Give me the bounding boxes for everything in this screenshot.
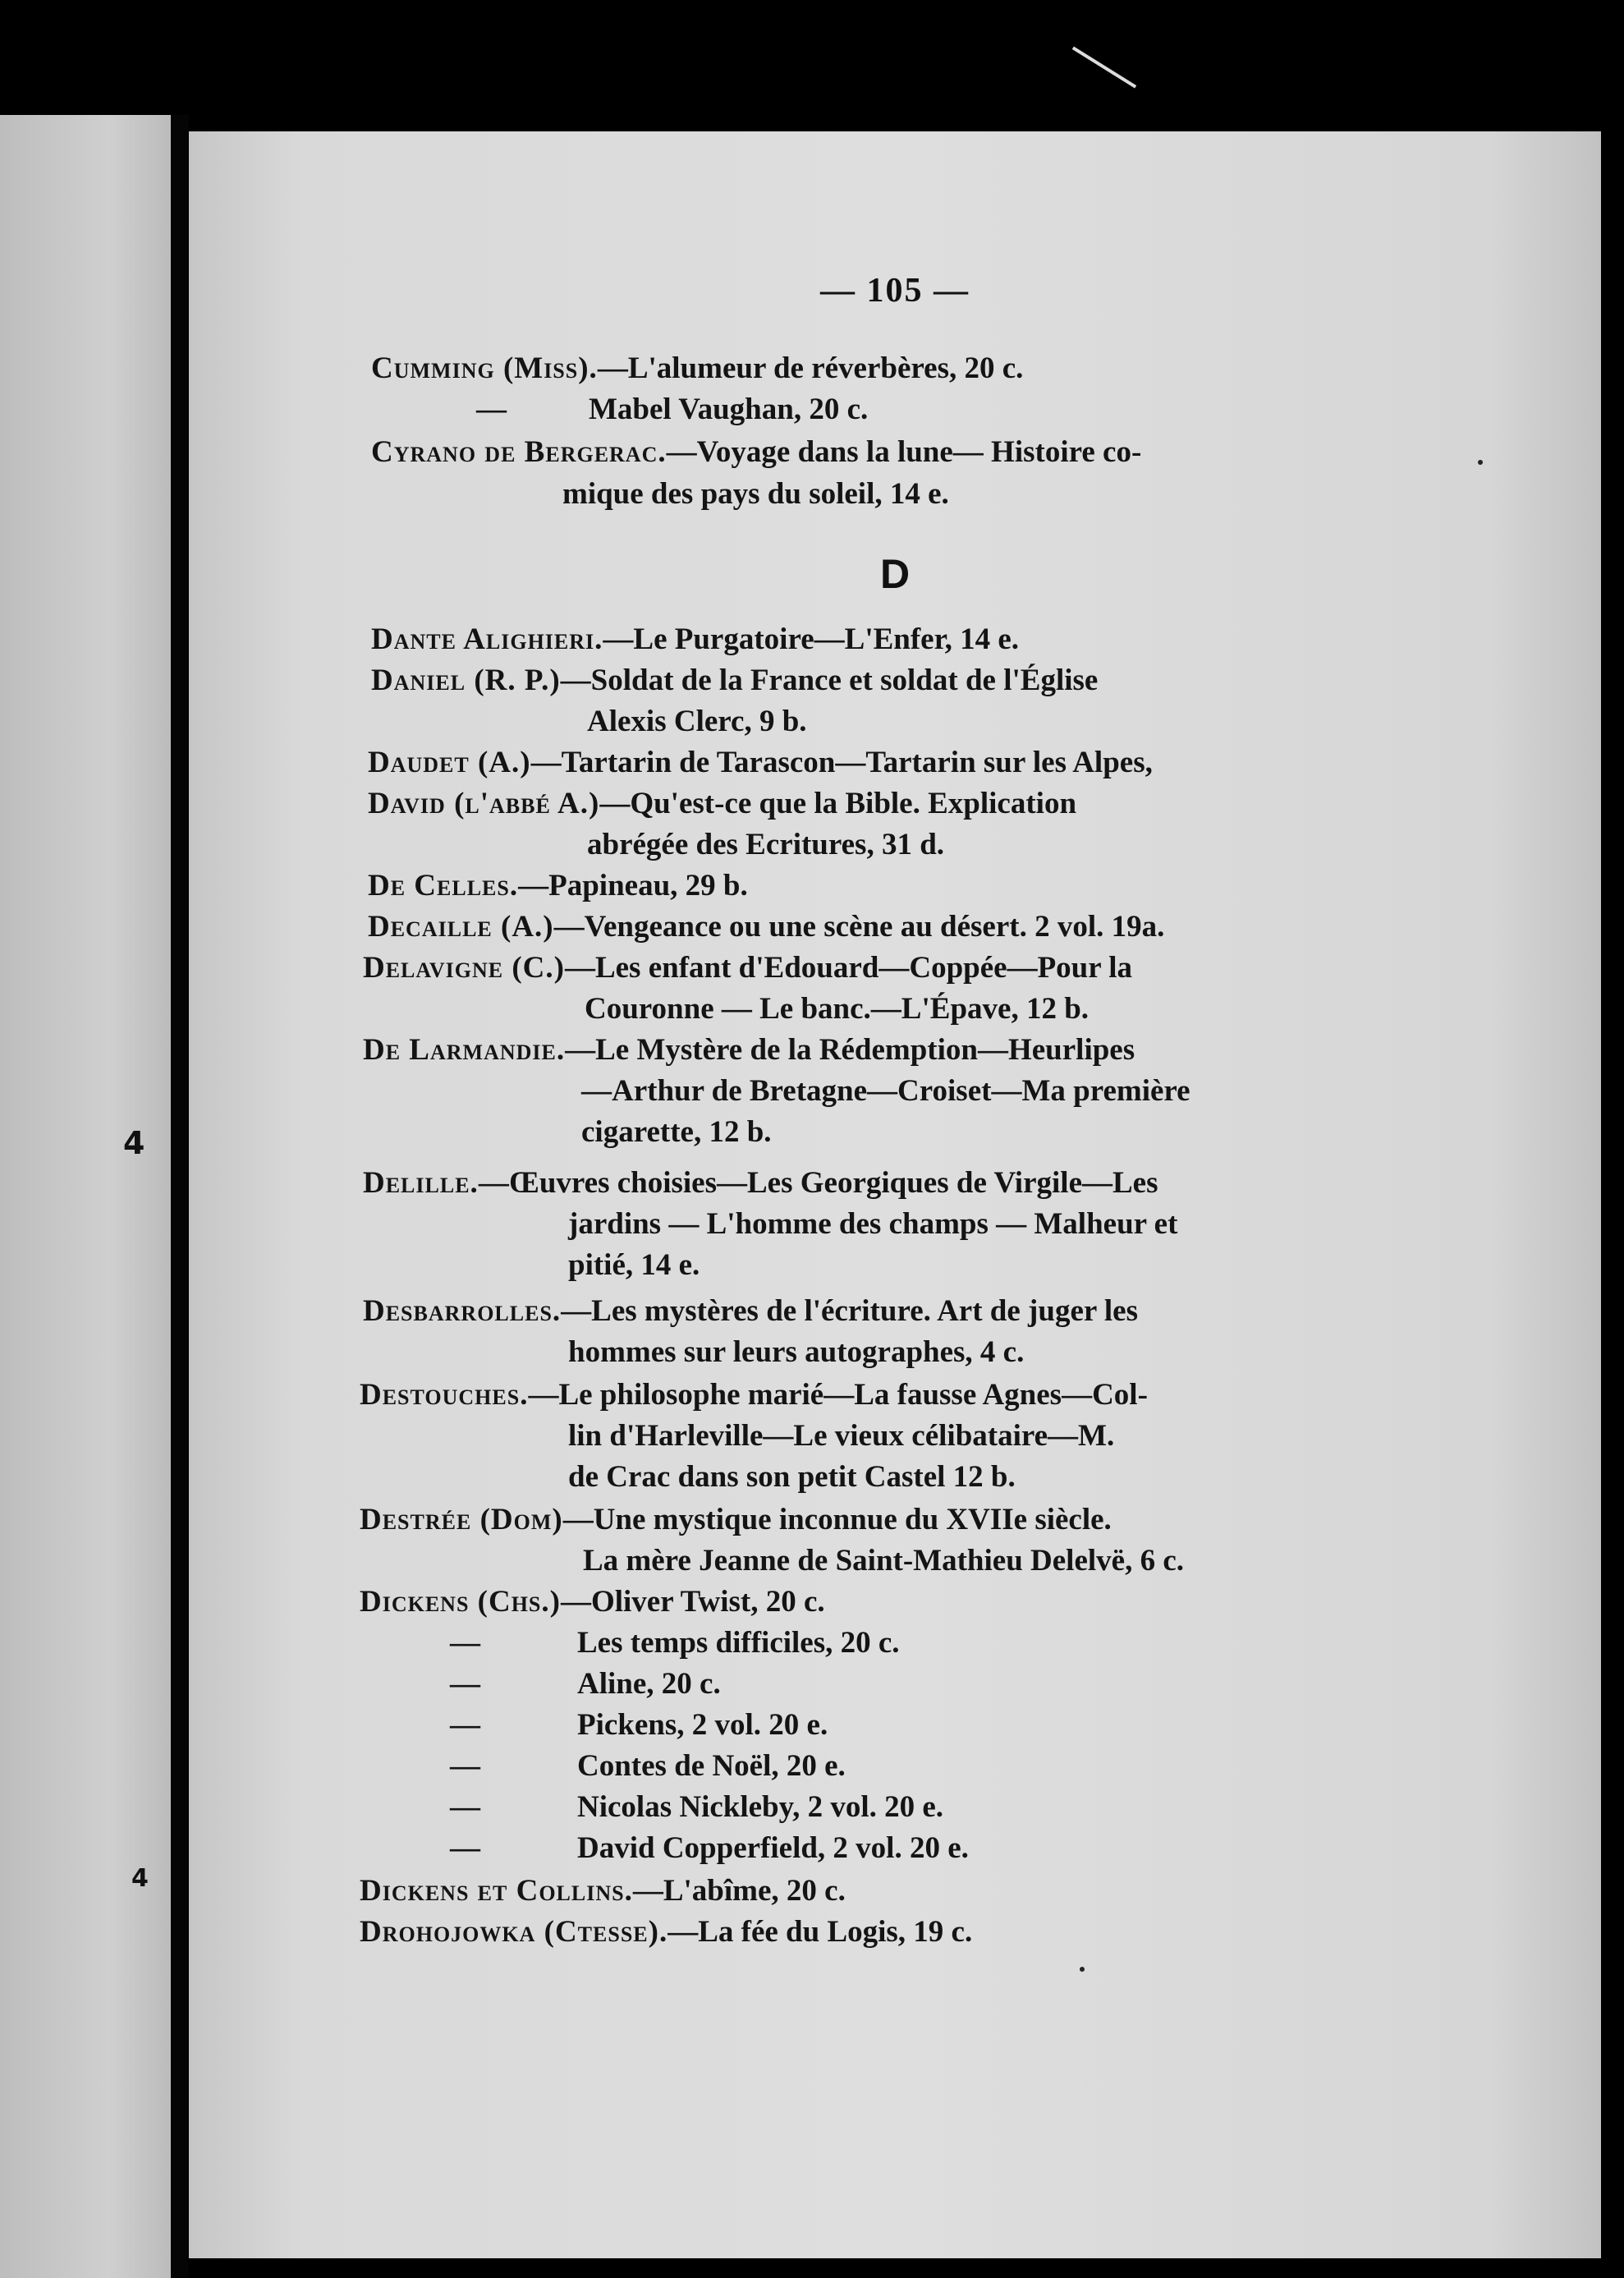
entry-text: —L'alumeur de réverbères, 20 c.: [597, 351, 1024, 385]
entry-line: [476, 394, 868, 425]
entry-text: —L'abîme, 20 c.: [632, 1874, 846, 1908]
ditto-dash: —: [450, 1831, 480, 1865]
document-page: [189, 131, 1601, 2258]
entry-author: Drohojowka (Ctesse).: [360, 1915, 668, 1949]
entry-line: [368, 788, 1076, 819]
entry-text: Alexis Clerc, 9 b.: [587, 705, 807, 738]
entry-text: cigarette, 12 b.: [581, 1115, 772, 1149]
entry-line: [363, 1035, 1135, 1065]
entry-line: [581, 1076, 1190, 1106]
entry-line: [360, 1876, 846, 1906]
entry-line: [568, 1337, 1024, 1367]
entry-text: —Voyage dans la lune— Histoire co-: [666, 435, 1142, 469]
entry-text: —Tartarin de Tarascon—Tartarin sur les Alpes,: [530, 746, 1153, 779]
ditto-dash: —: [450, 1667, 480, 1701]
ditto-dash: —: [450, 1626, 480, 1660]
entry-line: [587, 706, 807, 737]
entry-text: —Oliver Twist, 20 c.: [560, 1585, 825, 1619]
entry-line: [360, 1587, 825, 1617]
entry-author: Delille.: [363, 1166, 479, 1200]
entry-author: Cyrano de Bergerac.: [371, 435, 667, 469]
entry-text: —Une mystique inconnue du XVIIe siècle.: [562, 1503, 1112, 1536]
entry-line: [371, 665, 1098, 696]
entry-text: de Crac dans son petit Castel 12 b.: [568, 1460, 1016, 1494]
entry-author: Daniel (R. P.): [371, 664, 561, 697]
entry-author: Decaille (A.): [368, 910, 554, 944]
entry-text: Les temps difficiles, 20 c.: [577, 1626, 900, 1660]
entry-text: —La fée du Logis, 19 c.: [667, 1915, 973, 1949]
entry-text: —Œuvres choisies—Les Georgiques de Virgile—Les: [478, 1166, 1158, 1200]
entry-line: [450, 1751, 846, 1781]
entry-text: La mère Jeanne de Saint-Mathieu Delelvë, 6 c.: [583, 1544, 1184, 1578]
entry-author: Delavigne (C.): [363, 951, 565, 985]
ditto-dash: —: [450, 1749, 480, 1783]
entry-line: [568, 1462, 1016, 1492]
scan-scratch: [1072, 46, 1136, 88]
entry-text: —Le philosophe marié—La fausse Agnes—Col-: [528, 1378, 1148, 1412]
entry-line: [360, 1917, 972, 1947]
entry-line: [583, 1545, 1184, 1576]
entry-author: Desbarrolles.: [363, 1294, 562, 1328]
page-number: — 105 —: [820, 272, 970, 310]
entry-line: [371, 624, 1019, 654]
entry-text: Couronne — Le banc.—L'Épave, 12 b.: [585, 992, 1090, 1026]
entry-text: —Qu'est-ce que la Bible. Explication: [599, 787, 1077, 820]
ditto-dash: —: [450, 1708, 480, 1742]
entry-text: Aline, 20 c.: [577, 1667, 721, 1701]
ink-speck: [1080, 1967, 1085, 1972]
entry-line: [585, 994, 1089, 1024]
entry-line: [450, 1833, 969, 1863]
entry-text: —Vengeance ou une scène au désert. 2 vol. 19a.: [553, 910, 1165, 944]
facing-page-edge: [0, 115, 182, 2278]
entry-line: [450, 1628, 900, 1658]
entry-author: De Larmandie.: [363, 1033, 566, 1067]
entry-text: Contes de Noël, 20 e.: [577, 1749, 846, 1783]
entry-author: Dickens (Chs.): [360, 1585, 561, 1619]
entry-text: hommes sur leurs autographes, 4 c.: [568, 1335, 1025, 1369]
entry-line: [450, 1669, 721, 1699]
entry-author: Destouches.: [360, 1378, 529, 1412]
entry-author: Destrée (Dom): [360, 1503, 563, 1536]
entry-text: Nicolas Nickleby, 2 vol. 20 e.: [577, 1790, 944, 1824]
entry-text: jardins — L'homme des champs — Malheur et: [568, 1207, 1178, 1241]
entry-line: [568, 1250, 700, 1280]
entry-line: [371, 437, 1141, 467]
margin-annotation: 4: [131, 1864, 149, 1893]
entry-line: [568, 1209, 1177, 1239]
entry-line: [587, 829, 944, 860]
entry-text: —Soldat de la France et soldat de l'Église: [560, 664, 1099, 697]
entry-text: lin d'Harleville—Le vieux célibataire—M.: [568, 1419, 1115, 1453]
entry-line: [368, 747, 1153, 778]
entry-text: David Copperfield, 2 vol. 20 e.: [577, 1831, 969, 1865]
entry-line: [368, 912, 1164, 942]
entry-line: [450, 1710, 828, 1740]
entry-author: David (l'abbé A.): [368, 787, 600, 820]
ditto-dash: —: [476, 393, 507, 426]
entry-author: Daudet (A.): [368, 746, 531, 779]
entry-line: [363, 953, 1132, 983]
entry-text: abrégée des Ecritures, 31 d.: [587, 828, 945, 861]
entry-text: —Papineau, 29 b.: [518, 869, 748, 902]
section-letter: D: [879, 551, 911, 597]
entry-line: [360, 1504, 1112, 1535]
entry-text: —Les mystères de l'écriture. Art de juger les: [561, 1294, 1138, 1328]
entry-text: —Le Mystère de la Rédemption—Heurlipes: [565, 1033, 1135, 1067]
entry-author: Dickens et Collins.: [360, 1874, 633, 1908]
entry-text: —Les enfant d'Edouard—Coppée—Pour la: [564, 951, 1133, 985]
entry-line: [371, 353, 1023, 383]
entry-line: [363, 1168, 1158, 1198]
book-gutter: [171, 115, 189, 2278]
entry-text: pitié, 14 e.: [568, 1248, 700, 1282]
entry-line: [568, 1421, 1114, 1451]
entry-line: [360, 1380, 1148, 1410]
entry-author: Cumming (Miss).: [371, 351, 598, 385]
entry-author: De Celles.: [368, 869, 519, 902]
entry-text: mique des pays du soleil, 14 e.: [562, 477, 949, 511]
entry-line: [562, 479, 949, 509]
ditto-dash: —: [450, 1790, 480, 1824]
entry-line: [450, 1792, 943, 1822]
entry-text: Pickens, 2 vol. 20 e.: [577, 1708, 828, 1742]
entry-line: [368, 870, 748, 901]
entry-line: [581, 1117, 772, 1147]
entry-text: —Arthur de Bretagne—Croiset—Ma première: [581, 1074, 1190, 1108]
entry-line: [363, 1296, 1138, 1326]
entry-author: Dante Alighieri.: [371, 622, 603, 656]
ink-speck: [1478, 460, 1483, 465]
margin-annotation: 4: [123, 1125, 145, 1161]
entry-text: Mabel Vaughan, 20 c.: [589, 393, 869, 426]
entry-text: —Le Purgatoire—L'Enfer, 14 e.: [603, 622, 1020, 656]
